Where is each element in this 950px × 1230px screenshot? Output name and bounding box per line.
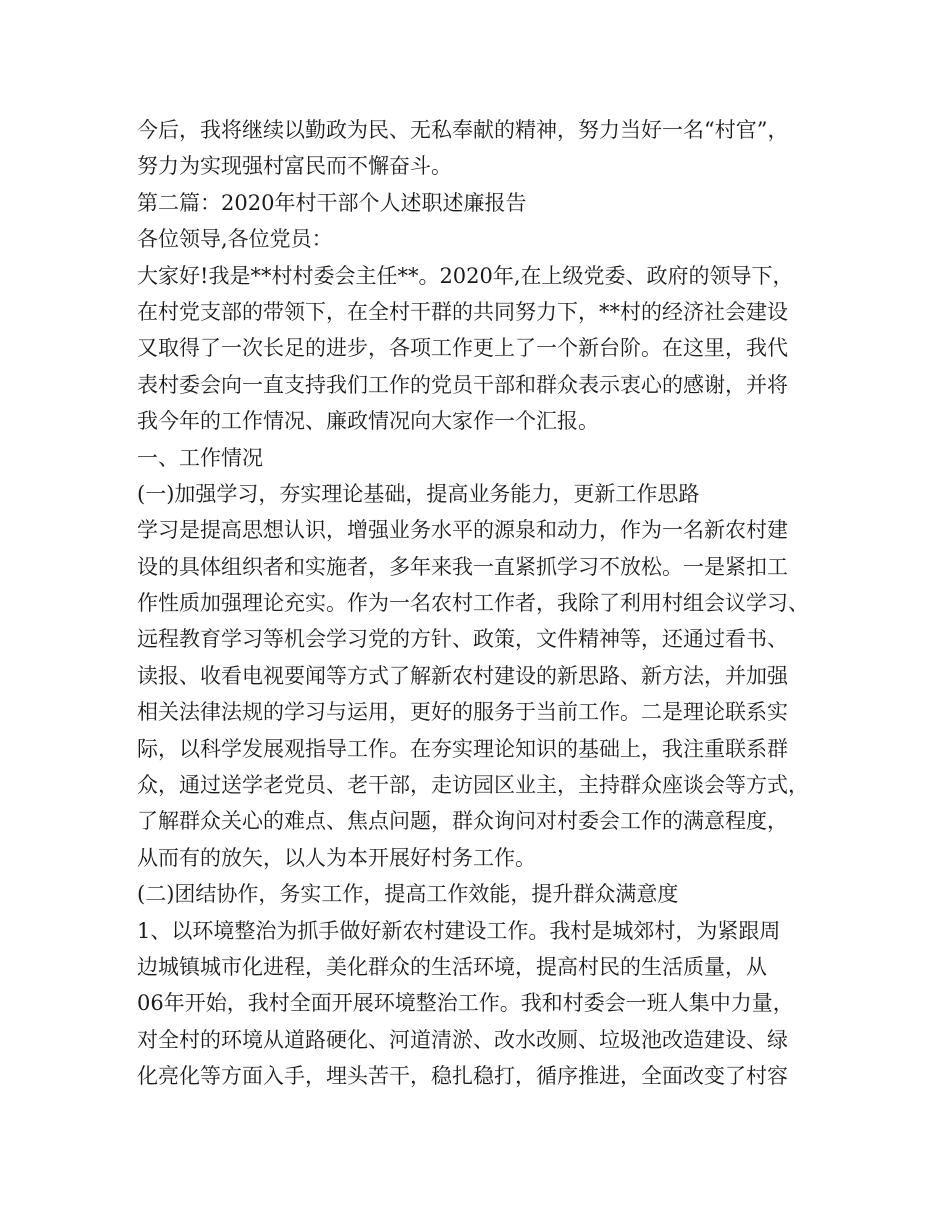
document-body <box>137 112 837 1095</box>
text-line: 06年开始，我村全面开展环境整治工作。我和村委会一班人集中力量， <box>137 991 794 1016</box>
text-line: 1、以环境整治为抓手做好新农村建设工作。我村是城郊村，为紧跟周 <box>137 918 781 943</box>
text-line: 努力为实现强村富民而不懈奋斗。 <box>137 154 452 179</box>
subsection-heading: 一、工作情况 <box>137 445 263 470</box>
text-line: 远程教育学习等机会学习党的方针、政策，文件精神等，还通过看书、 <box>137 627 788 652</box>
text-line: 边城镇城市化进程，美化群众的生活环境，提高村民的生活质量，从 <box>137 954 767 979</box>
text-line: 相关法律法规的学习与运用，更好的服务于当前工作。二是理论联系实 <box>137 700 788 725</box>
text-line: 化亮化等方面入手，埋头苦干，稳扎稳打，循序推进，全面改变了村容 <box>137 1064 788 1089</box>
salutation: 各位领导,各位党员： <box>137 227 333 252</box>
text-line: 在村党支部的带领下，在全村干群的共同努力下，**村的经济社会建设 <box>137 299 788 324</box>
text-line: 我今年的工作情况、廉政情况向大家作一个汇报。 <box>137 409 599 434</box>
text-line: 学习是提高思想认识，增强业务水平的源泉和动力，作为一名新农村建 <box>137 518 788 543</box>
text-line: 设的具体组织者和实施者，多年来我一直紧抓学习不放松。一是紧扣工 <box>137 554 788 579</box>
text-line: 表村委会向一直支持我们工作的党员干部和群众表示衷心的感谢，并将 <box>137 372 788 397</box>
text-line: 众，通过送学老党员、老干部，走访园区业主，主持群众座谈会等方式， <box>137 773 809 798</box>
section-heading: 第二篇：2020年村干部个人述职述廉报告 <box>137 190 527 215</box>
text-line: 际，以科学发展观指导工作。在夯实理论知识的基础上，我注重联系群 <box>137 736 788 761</box>
text-line: 今后，我将继续以勤政为民、无私奉献的精神，努力当好一名“村官”， <box>137 118 789 142</box>
text-line: 作性质加强理论充实。作为一名农村工作者，我除了利用村组会议学习、 <box>137 591 809 616</box>
subsection-heading: (一)加强学习，夯实理论基础，提高业务能力，更新工作思路 <box>137 481 700 506</box>
text-line: 从而有的放矢，以人为本开展好村务工作。 <box>137 845 536 870</box>
text-line: 了解群众关心的难点、焦点问题，群众询问对村委会工作的满意程度， <box>137 809 788 834</box>
text-line: 又取得了一次长足的进步，各项工作更上了一个新台阶。在这里，我代 <box>137 336 788 361</box>
subsection-heading: (二)团结协作，务实工作，提高工作效能，提升群众满意度 <box>137 882 679 907</box>
text-line: 对全村的环境从道路硬化、河道清淤、改水改厕、垃圾池改造建设、绿 <box>137 1027 788 1052</box>
text-line: 读报、收看电视要闻等方式了解新农村建设的新思路、新方法，并加强 <box>137 663 788 688</box>
text-line: 大家好!我是**村村委会主任**。2020年,在上级党委、政府的领导下， <box>137 263 794 288</box>
